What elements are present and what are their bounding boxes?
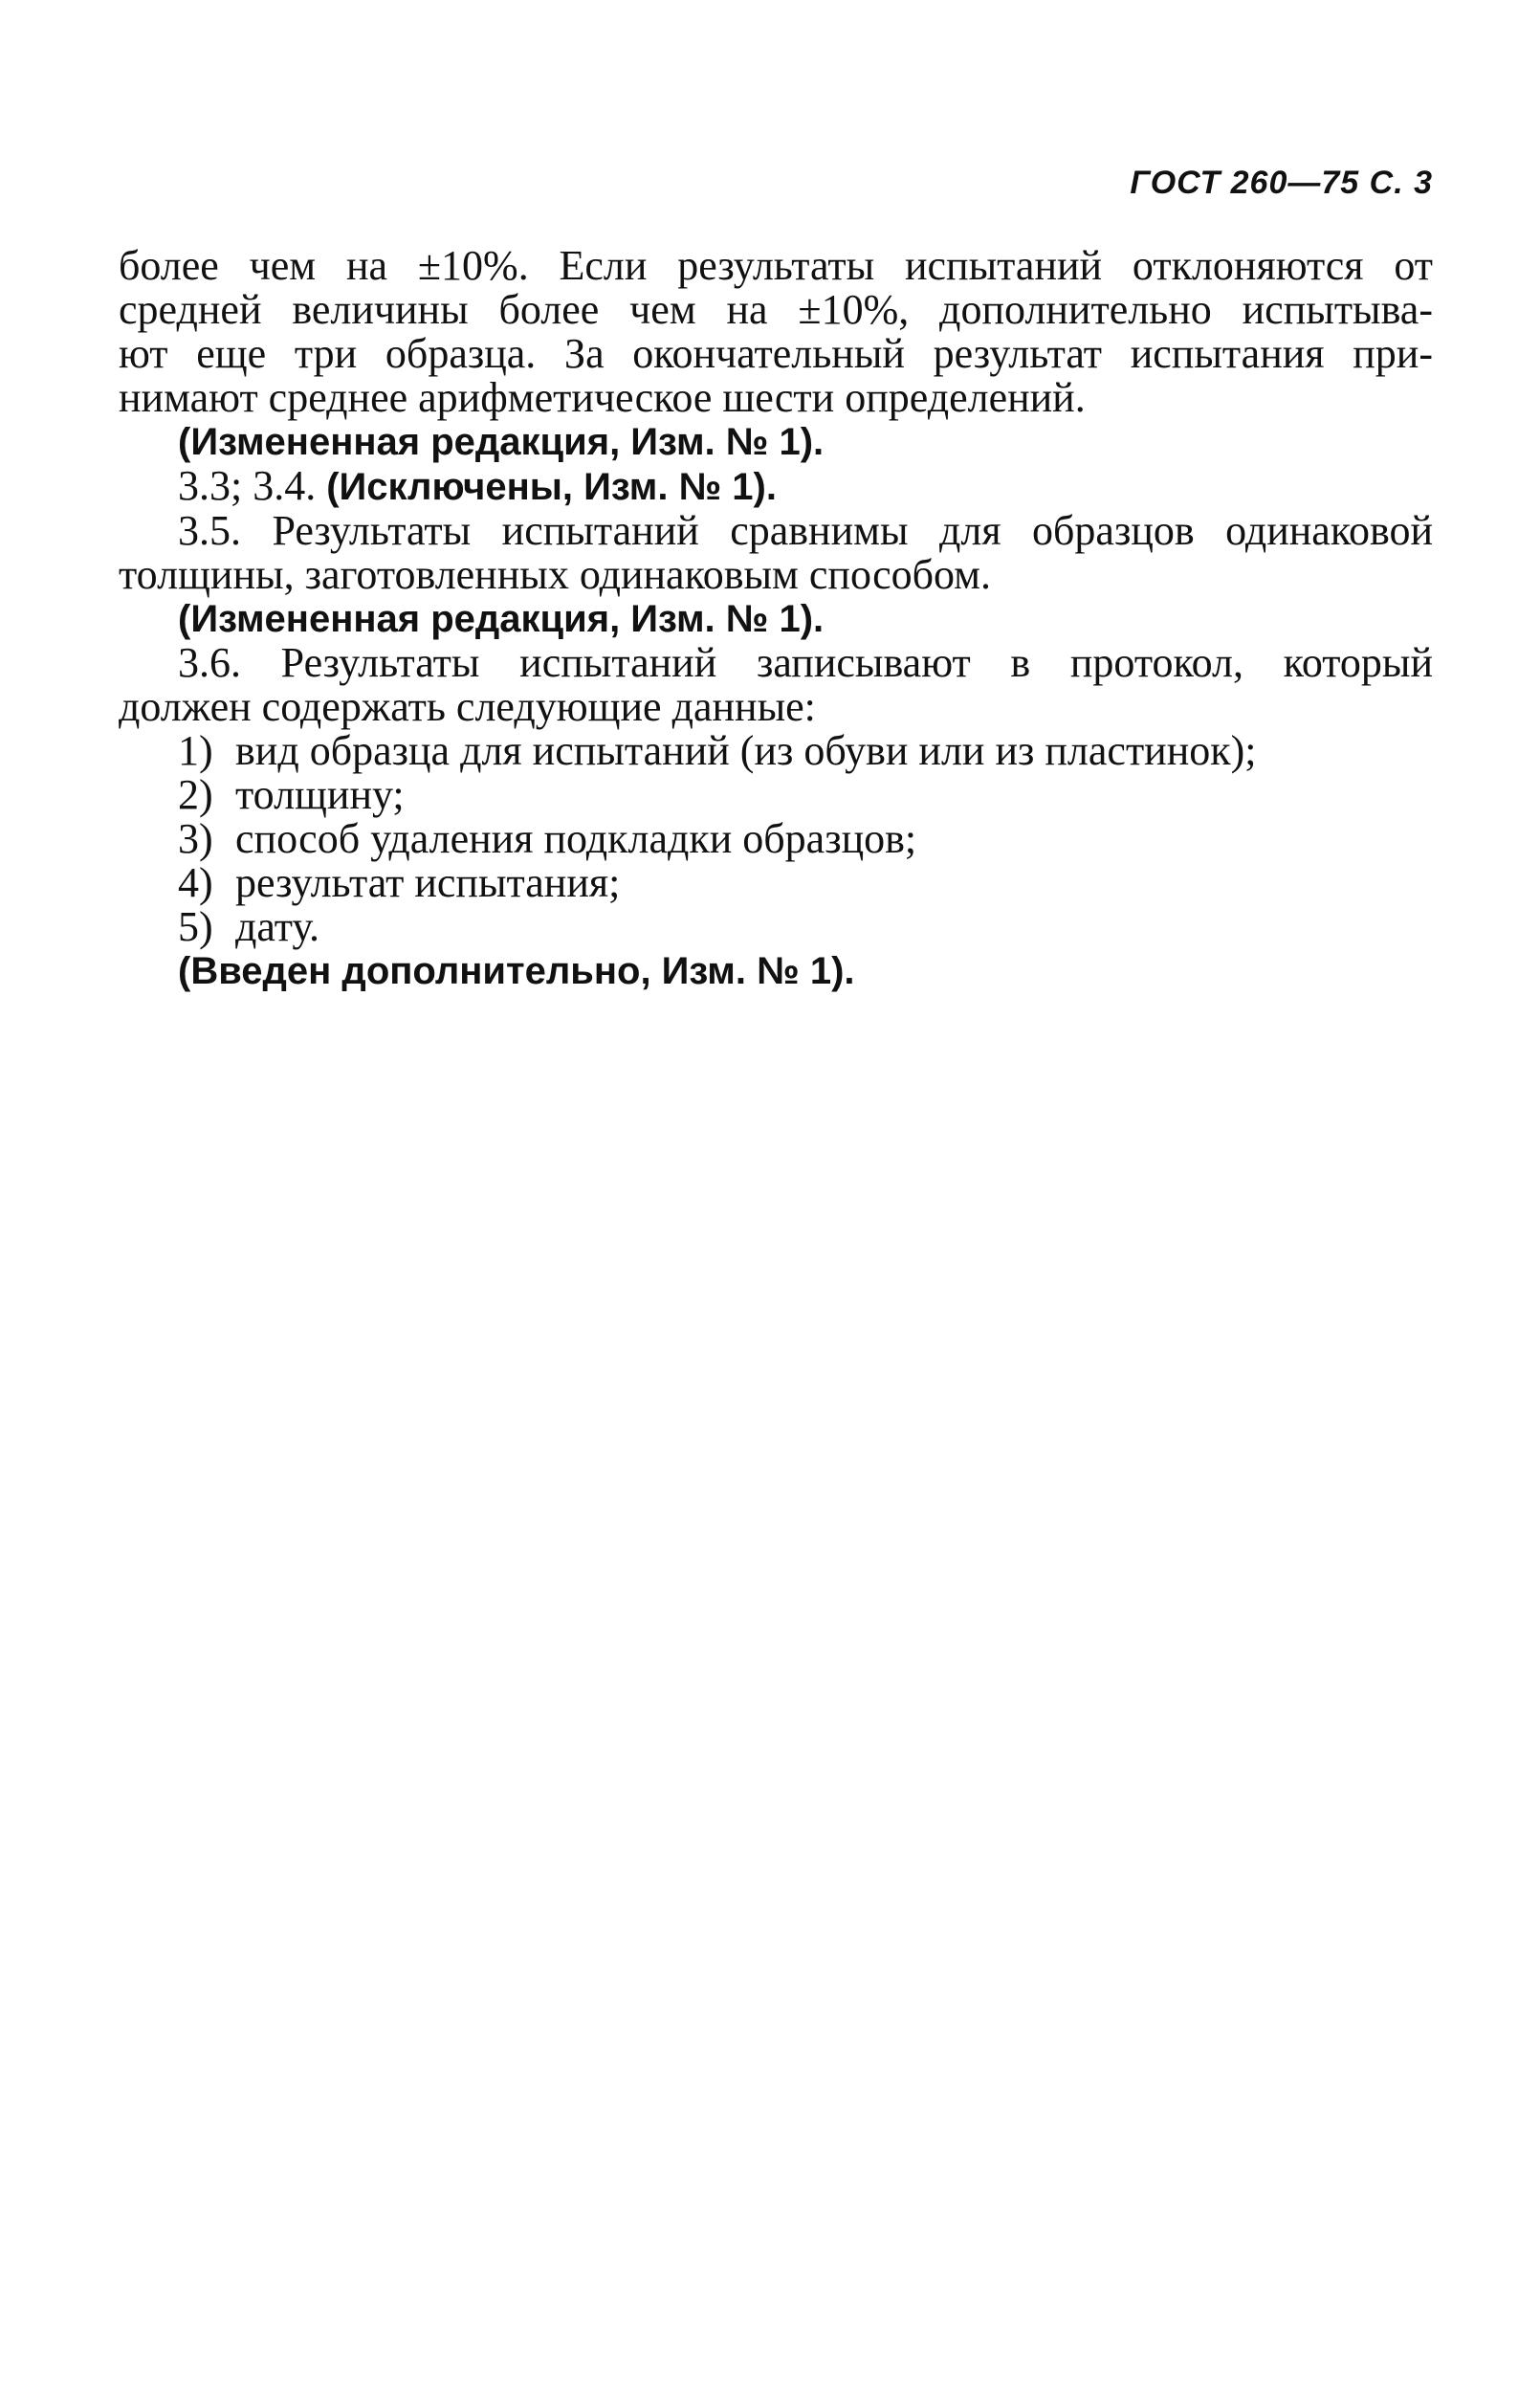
list-number: 3) (178, 815, 213, 862)
list-text: дату. (235, 903, 320, 950)
list-number: 5) (178, 903, 213, 950)
paragraph-line: толщины, заготовленных одинаковым способом. (119, 551, 991, 598)
list-item (119, 773, 1433, 817)
clause-number: 3.3; 3.4. (178, 462, 317, 509)
amendment-note: (Измененная редакция, Изм. № 1). (178, 421, 825, 463)
list-number: 4) (178, 859, 213, 906)
page-header: ГОСТ 260—75 С. 3 (1130, 165, 1433, 201)
list-item (119, 729, 1433, 773)
document-body (119, 244, 1433, 993)
list-number: 1) (178, 727, 213, 774)
paragraph-line: более чем на ±10%. Если результаты испытаний отклоняются от (119, 242, 1433, 289)
list-item (119, 905, 1433, 949)
list-number: 2) (178, 771, 213, 818)
paragraph-line: должен содержать следующие данные: (119, 683, 816, 730)
list-text: результат испытания; (235, 859, 621, 906)
list-text: вид образца для испытаний (из обуви или из пластинок); (235, 727, 1257, 774)
paragraph-line: 3.6. Результаты испытаний записывают в протокол, который (178, 639, 1433, 686)
paragraph-line: нимают среднее арифметическое шести определений. (119, 374, 1086, 421)
amendment-note: (Исключены, Изм. № 1). (326, 466, 777, 508)
paragraph-line: ют еще три образца. За окончательный результат испытания при- (119, 330, 1433, 377)
list-text: толщину; (235, 771, 405, 818)
paragraph-line: 3.5. Результаты испытаний сравнимы для образцов одинаковой (178, 507, 1433, 554)
list-text: способ удаления подкладки образцов; (235, 815, 917, 862)
paragraph-line: средней величины более чем на ±10%, дополнительно испытыва- (119, 286, 1433, 333)
list-item (119, 861, 1433, 905)
list-item (119, 817, 1433, 861)
amendment-note: (Измененная редакция, Изм. № 1). (178, 598, 825, 640)
amendment-note: (Введен дополнительно, Изм. № 1). (178, 950, 855, 992)
clause-3-3-3-4 (119, 464, 1433, 509)
